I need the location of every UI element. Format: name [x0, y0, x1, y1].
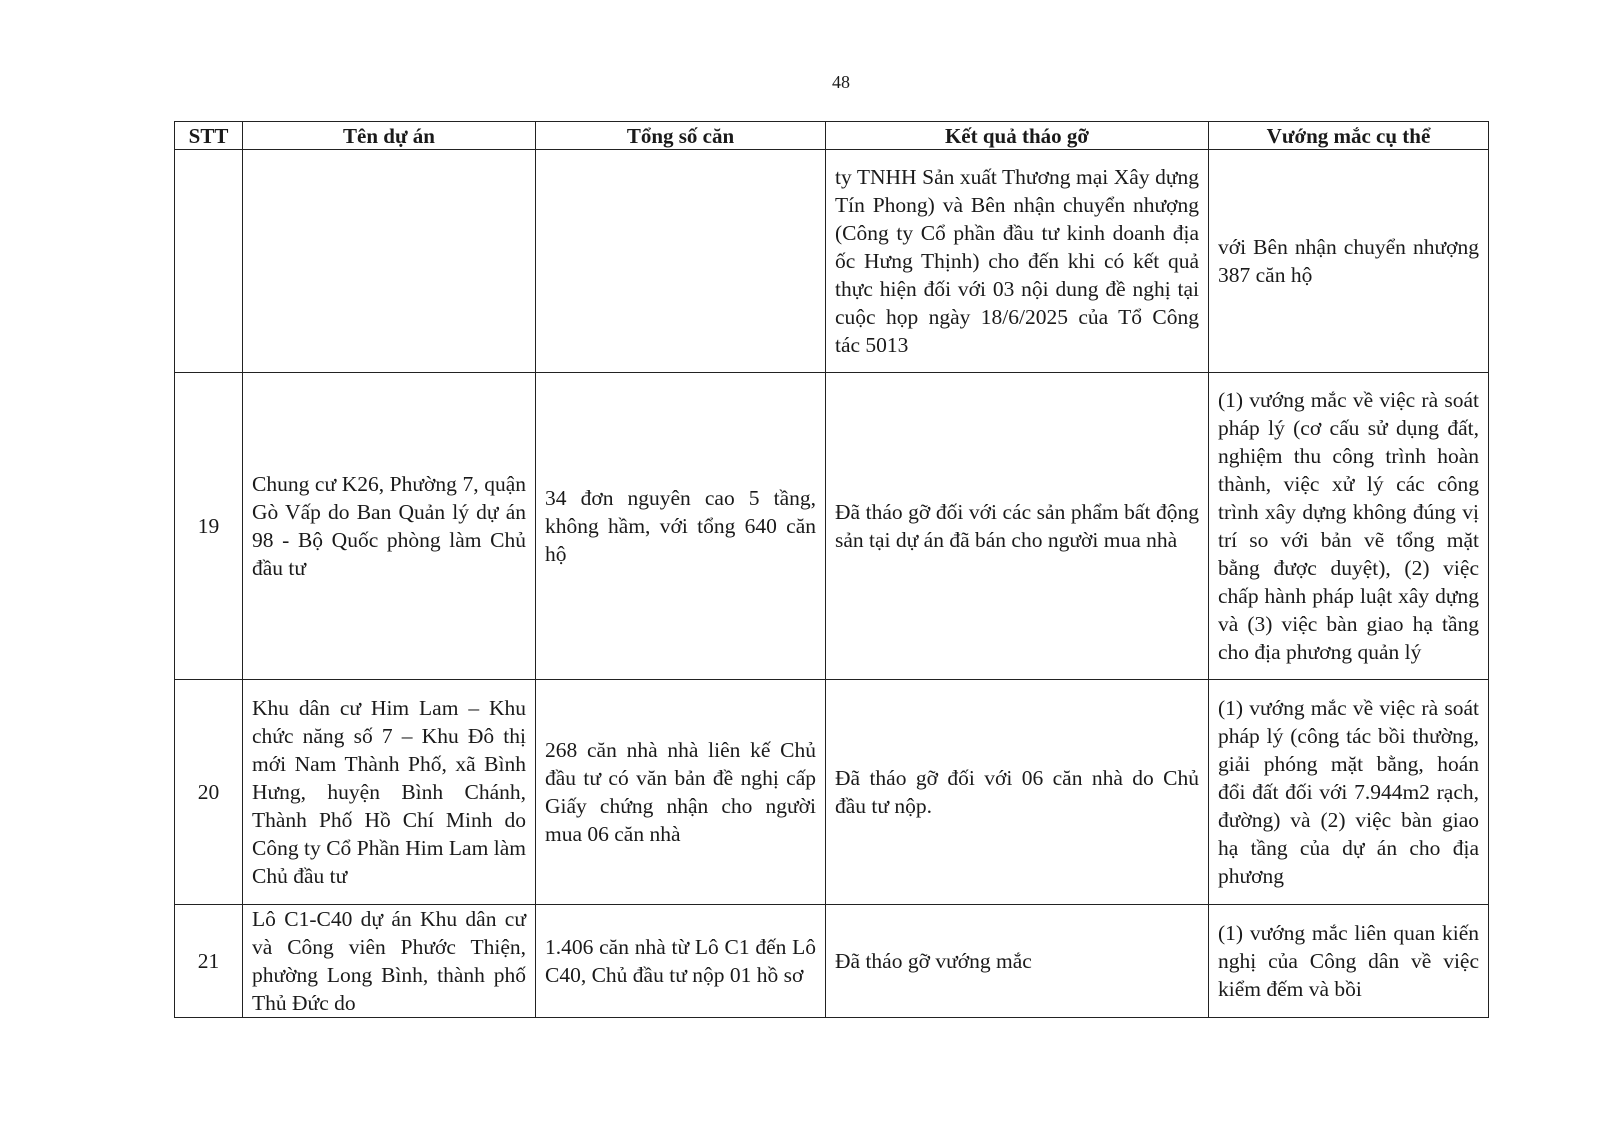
cell-total-units: 34 đơn nguyên cao 5 tầng, không hầm, với tổng 640 căn hộ: [536, 373, 826, 680]
header-stt: STT: [175, 122, 243, 150]
table-header-row: [175, 122, 1489, 150]
header-specific-issues: Vướng mắc cụ thể: [1209, 122, 1489, 150]
cell-stt: 19: [175, 373, 243, 680]
cell-total-units: 268 căn nhà nhà liên kế Chủ đầu tư có văn bản đề nghị cấp Giấy chứng nhận cho người mua 06 căn nhà: [536, 680, 826, 905]
table-row: [175, 150, 1489, 373]
cell-resolution-result: Đã tháo gỡ đối với các sản phẩm bất động sản tại dự án đã bán cho người mua nhà: [826, 373, 1209, 680]
cell-total-units: [536, 150, 826, 373]
cell-resolution-result: Đã tháo gỡ vướng mắc: [826, 905, 1209, 1018]
cell-total-units: 1.406 căn nhà từ Lô C1 đến Lô C40, Chủ đầu tư nộp 01 hồ sơ: [536, 905, 826, 1018]
header-project-name: Tên dự án: [243, 122, 536, 150]
cell-project-name: Lô C1-C40 dự án Khu dân cư và Công viên Phước Thiện, phường Long Bình, thành phố Thủ Đức do: [243, 905, 536, 1018]
table-row: [175, 905, 1489, 1018]
header-resolution-result: Kết quả tháo gỡ: [826, 122, 1209, 150]
cell-specific-issues: (1) vướng mắc về việc rà soát pháp lý (công tác bồi thường, giải phóng mặt bằng, hoán đổi đất đối với 7.944m2 rạch, đường) và (2) việc bàn giao hạ tầng của dự án cho địa phương: [1209, 680, 1489, 905]
page-number: 48: [832, 72, 850, 92]
header-total-units: Tổng số căn: [536, 122, 826, 150]
cell-resolution-result: Đã tháo gỡ đối với 06 căn nhà do Chủ đầu tư nộp.: [826, 680, 1209, 905]
cell-resolution-result: ty TNHH Sản xuất Thương mại Xây dựng Tín Phong) và Bên nhận chuyển nhượng (Công ty Cổ phần đầu tư kinh doanh địa ốc Hưng Thịnh) cho đến khi có kết quả thực hiện đối với 03 nội dung đề nghị tại cuộc họp ngày 18/6/2025 của Tổ Công tác 5013: [826, 150, 1209, 373]
cell-stt: 21: [175, 905, 243, 1018]
table-row: [175, 680, 1489, 905]
cell-stt: [175, 150, 243, 373]
cell-specific-issues: (1) vướng mắc liên quan kiến nghị của Công dân về việc kiểm đếm và bồi: [1209, 905, 1489, 1018]
project-table: [174, 121, 1489, 1018]
cell-project-name: Chung cư K26, Phường 7, quận Gò Vấp do Ban Quản lý dự án 98 - Bộ Quốc phòng làm Chủ đầu tư: [243, 373, 536, 680]
cell-stt: 20: [175, 680, 243, 905]
cell-specific-issues: (1) vướng mắc về việc rà soát pháp lý (cơ cấu sử dụng đất, nghiệm thu công trình hoàn thành, việc xử lý các công trình xây dựng không đúng vị trí so với bản vẽ tổng mặt bằng được duyệt), (2) việc chấp hành pháp luật xây dựng và (3) việc bàn giao hạ tầng cho địa phương quản lý: [1209, 373, 1489, 680]
table-row: [175, 373, 1489, 680]
cell-project-name: [243, 150, 536, 373]
cell-specific-issues: với Bên nhận chuyển nhượng 387 căn hộ: [1209, 150, 1489, 373]
cell-project-name: Khu dân cư Him Lam – Khu chức năng số 7 – Khu Đô thị mới Nam Thành Phố, xã Bình Hưng, huyện Bình Chánh, Thành Phố Hồ Chí Minh do Công ty Cổ Phần Him Lam làm Chủ đầu tư: [243, 680, 536, 905]
